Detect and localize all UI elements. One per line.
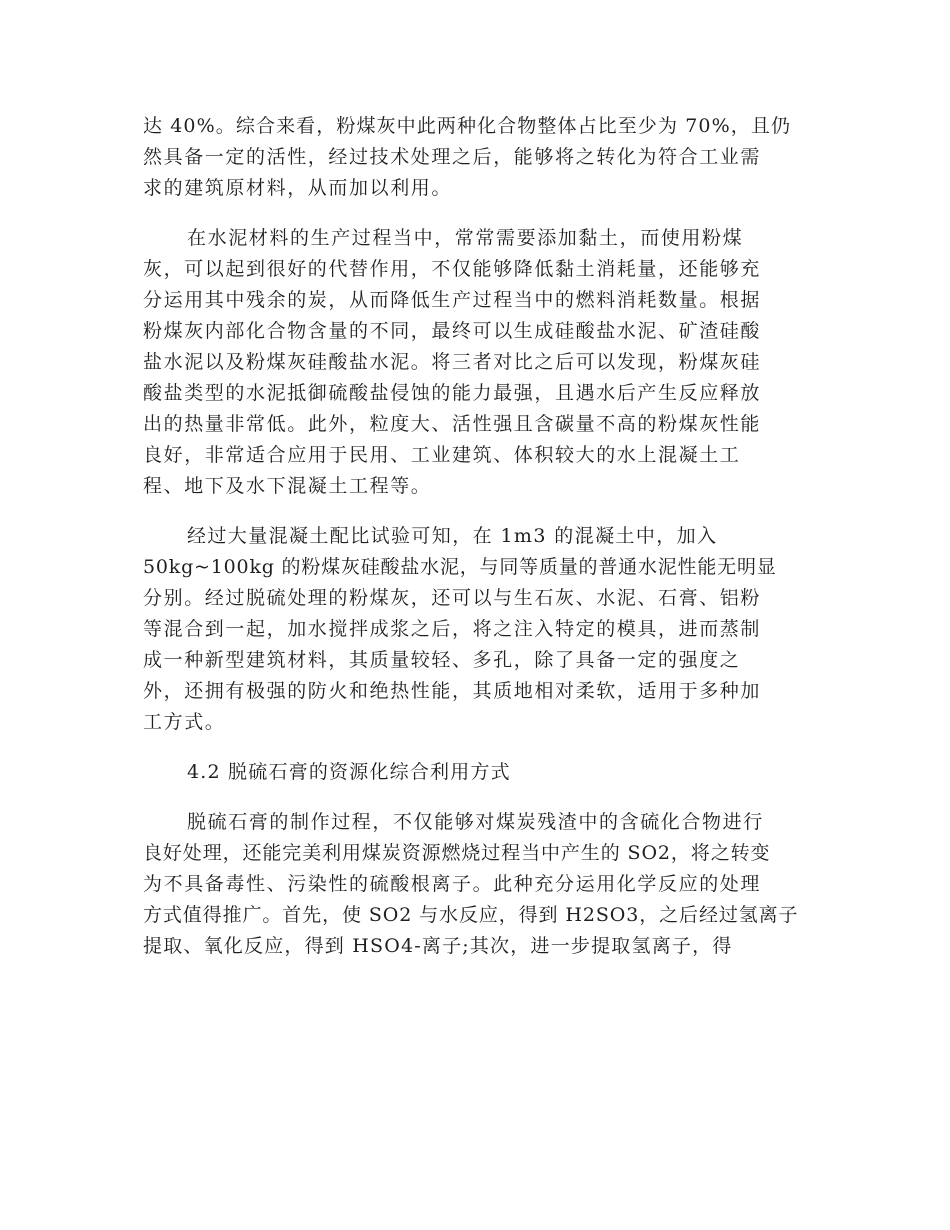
text-line: 50kg~100kg 的粉煤灰硅酸盐水泥，与同等质量的普通水泥性能无明显 xyxy=(143,556,777,578)
text-line: 盐水泥以及粉煤灰硅酸盐水泥。将三者对比之后可以发现，粉煤灰硅 xyxy=(143,351,762,373)
section-heading-text: 4.2 脱硫石膏的资源化综合利用方式 xyxy=(187,761,511,783)
paragraph-1 xyxy=(143,111,813,204)
paragraph-3 xyxy=(143,521,813,738)
text-line: 良好处理，还能完美利用煤炭资源燃烧过程当中产生的 SO2，将之转变 xyxy=(143,842,771,864)
text-line: 脱硫石膏的制作过程，不仅能够对煤炭残渣中的含硫化合物进行 xyxy=(187,811,764,833)
section-heading xyxy=(143,757,813,788)
text-line: 工方式。 xyxy=(143,711,226,733)
text-line: 成一种新型建筑材料，其质量较轻、多孔，除了具备一定的强度之 xyxy=(143,649,741,671)
text-line: 经过大量混凝土配比试验可知，在 1m3 的混凝土中，加入 xyxy=(187,525,718,547)
text-line: 分别。经过脱硫处理的粉煤灰，还可以与生石灰、水泥、石膏、铝粉 xyxy=(143,587,762,609)
text-line: 灰，可以起到很好的代替作用，不仅能够降低黏土消耗量，还能够充 xyxy=(143,258,762,280)
text-line: 方式值得推广。首先，使 SO2 与水反应，得到 H2SO3，之后经过氢离子 xyxy=(143,904,799,926)
text-line: 良好，非常适合应用于民用、工业建筑、体积较大的水上混凝土工 xyxy=(143,444,741,466)
text-line: 分运用其中残余的炭，从而降低生产过程当中的燃料消耗数量。根据 xyxy=(143,289,762,311)
text-line: 等混合到一起，加水搅拌成浆之后，将之注入特定的模具，进而蒸制 xyxy=(143,618,762,640)
text-line: 外，还拥有极强的防火和绝热性能，其质地相对柔软，适用于多种加 xyxy=(143,680,762,702)
text-line: 在水泥材料的生产过程当中，常常需要添加黏土，而使用粉煤 xyxy=(187,227,744,249)
text-line: 提取、氧化反应，得到 HSO4-离子;其次，进一步提取氢离子，得 xyxy=(143,935,733,957)
text-line: 酸盐类型的水泥抵御硫酸盐侵蚀的能力最强，且遇水后产生反应释放 xyxy=(143,382,762,404)
text-line: 达 40%。综合来看，粉煤灰中此两种化合物整体占比至少为 70%，且仍 xyxy=(143,115,792,137)
text-line: 出的热量非常低。此外，粒度大、活性强且含碳量不高的粉煤灰性能 xyxy=(143,413,762,435)
paragraph-2 xyxy=(143,223,813,502)
text-line: 粉煤灰内部化合物含量的不同，最终可以生成硅酸盐水泥、矿渣硅酸 xyxy=(143,320,762,342)
text-line: 然具备一定的活性，经过技术处理之后，能够将之转化为符合工业需 xyxy=(143,146,762,168)
text-line: 为不具备毒性、污染性的硫酸根离子。此种充分运用化学反应的处理 xyxy=(143,873,762,895)
text-line: 求的建筑原材料，从而加以利用。 xyxy=(143,177,453,199)
text-line: 程、地下及水下混凝土工程等。 xyxy=(143,475,432,497)
paragraph-5 xyxy=(143,807,813,962)
document-body xyxy=(143,111,813,962)
